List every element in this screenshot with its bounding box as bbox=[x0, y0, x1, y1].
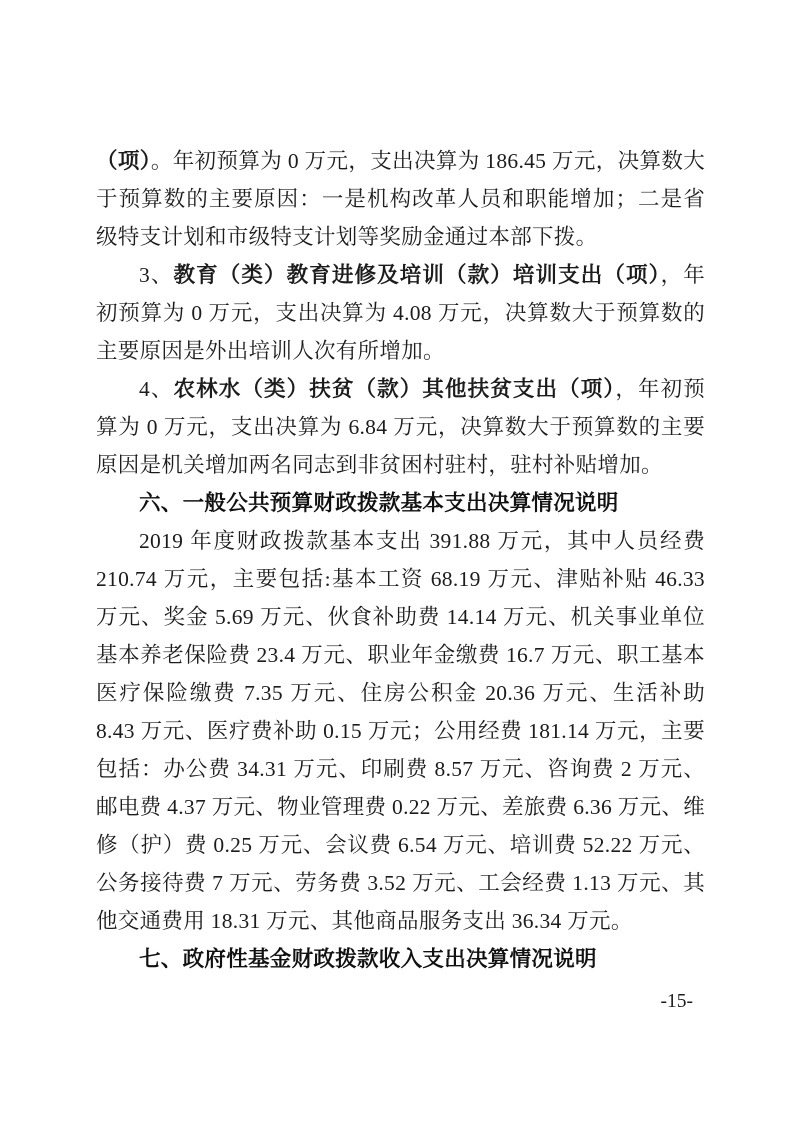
bold-text-run: （项） bbox=[96, 149, 151, 173]
text-run: 。年初预算为 0 万元，支出决算为 186.45 万元，决算数大于预算数的主要原因：一是机构改革人员和职能增加；二是省级特支计划和市级特支计划等奖励金通过本部下拨。 bbox=[96, 149, 705, 249]
document-body bbox=[96, 142, 705, 978]
section-heading: 六、一般公共预算财政拨款基本支出决算情况说明 bbox=[139, 491, 619, 515]
text-run: ，年初预算为 0 万元，支出决算为 6.84 万元，决算数大于预算数的主要原因是机关增加两名同志到非贫困村驻村，驻村补贴增加。 bbox=[96, 377, 705, 477]
text-run: ，年初预算为 0 万元，支出决算为 4.08 万元，决算数大于预算数的主要原因是外出培训人次有所增加。 bbox=[96, 263, 705, 363]
paragraph bbox=[96, 522, 705, 940]
paragraph bbox=[96, 256, 705, 370]
bold-text-run: 教育（类）教育进修及培训（款）培训支出（项） bbox=[173, 263, 661, 287]
page-number: -15- bbox=[660, 991, 693, 1012]
section-heading: 七、政府性基金财政拨款收入支出决算情况说明 bbox=[139, 947, 597, 971]
paragraph bbox=[96, 370, 705, 484]
paragraph bbox=[96, 142, 705, 256]
bold-text-run: 农林水（类）扶贫（款）其他扶贫支出（项） bbox=[173, 377, 616, 401]
text-run: 4、 bbox=[139, 377, 174, 401]
text-run: 3、 bbox=[139, 263, 174, 287]
text-run: 2019 年度财政拨款基本支出 391.88 万元，其中人员经费 210.74 万元，主要包括:基本工资 68.19 万元、津贴补贴 46.33 万元、奖金 5.69 万元、伙食补助费 14.14 万元、机关事业单位基本养老保险费 23.4 万元、职业年金缴费 16.7 万元、职工基本医疗保险缴费 7.35 万元、住房公积金 20.36 万元、生活补助 8.43 万元、医疗费补助 0.15 万元；公用经费 181.14 万元，主要包括：办公费 34.31 万元、印刷费 8.57 万元、咨询费 2 万元、邮电费 4.37 万元、物业管理费 0.22 万元、差旅费 6.36 万元、维修（护）费 0.25 万元、会议费 6.54 万元、培训费 52.22 万元、公务接待费 7 万元、劳务费 3.52 万元、工会经费 1.13 万元、其他交通费用 18.31 万元、其他商品服务支出 36.34 万元。 bbox=[96, 529, 705, 933]
